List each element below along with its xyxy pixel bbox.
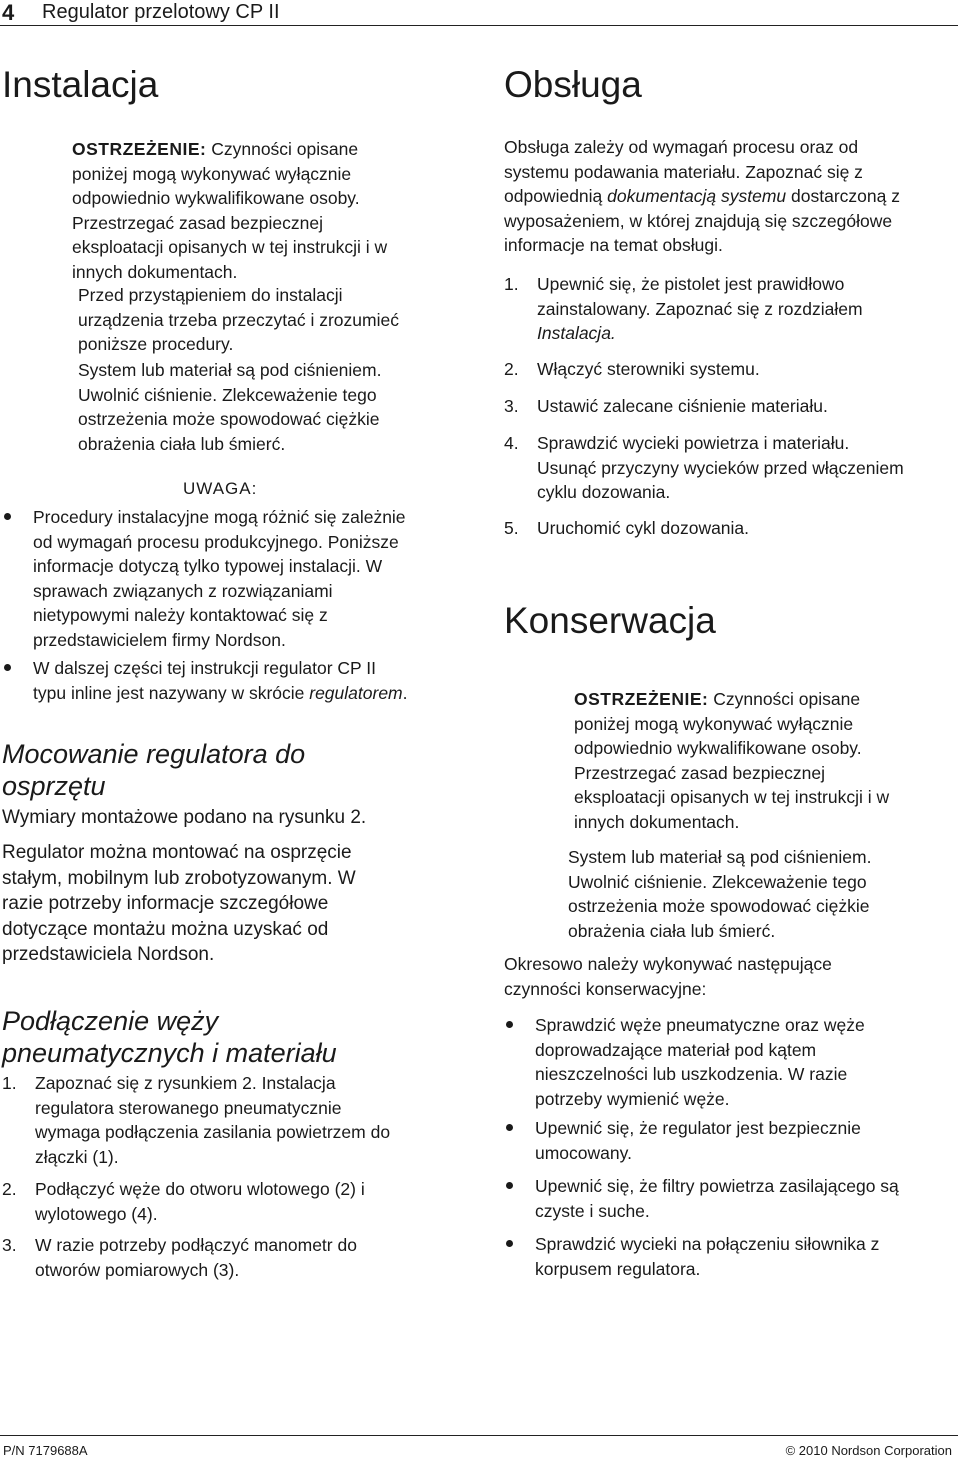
- step-1: 1. Zapoznać się z rysunkiem 2. Instalacja regulatora sterowanego pneumatycznie wymaga podłączenia zasilania powietrzem do złączki (1).: [2, 1073, 391, 1167]
- bullet-line: sprawach związanych z rozwiązaniami: [33, 580, 333, 601]
- warning-line: urządzenia trzeba przeczytać i zrozumieć: [78, 309, 399, 330]
- maintenance-heading: Konserwacja: [504, 600, 716, 641]
- bullet-line: przedstawicielem firmy Nordson.: [33, 629, 286, 650]
- bullet-dot: [4, 513, 11, 520]
- bullet-dot: [506, 1240, 513, 1247]
- header-rule: [0, 25, 958, 26]
- op-step-1: 1. Upewnić się, że pistolet jest prawidłowo zainstalowany. Zapoznać się z rozdziałem Instalacja.: [504, 274, 863, 343]
- maintenance-warning-2: System lub materiał są pod ciśnieniem. Uwolnić ciśnienie. Zlekceważenie tego ostrzeżenia może spowodować ciężkie obrażenia ciała lub śmierć.: [568, 847, 872, 941]
- running-header-title: Regulator przelotowy CP II: [42, 1, 280, 23]
- bullet-line: typu inline jest nazywany w skrócie regulatorem.: [33, 682, 408, 703]
- bullet-dot: [506, 1124, 513, 1131]
- op-step-3: 3. Ustawić zalecane ciśnienie materiału.: [504, 396, 828, 416]
- op-step-4: 4. Sprawdzić wycieki powietrza i materiału. Usunąć przyczyny wycieków przed włączeniem cyklu dozowania.: [504, 433, 904, 502]
- step-2: 2. Podłączyć węże do otworu wlotowego (2) i wylotowego (4).: [2, 1179, 365, 1224]
- warning-line: eksploatacji opisanych w tej instrukcji i w: [72, 237, 388, 257]
- warning-line: odpowiednio wykwalifikowane osoby.: [72, 188, 360, 208]
- warning-line: System lub materiał są pod ciśnieniem.: [78, 360, 382, 380]
- warning-line: Przed przystąpieniem do instalacji: [78, 285, 343, 305]
- bullet-dot: [506, 1182, 513, 1189]
- step-3: 3. W razie potrzeby podłączyć manometr do otworów pomiarowych (3).: [2, 1235, 357, 1280]
- maintenance-intro: Okresowo należy wykonywać następujące czynności konserwacyjne:: [504, 954, 832, 999]
- note-bullet-1: [33, 505, 465, 652]
- mounting-heading: Mocowanie regulatora do osprzętu: [2, 739, 306, 801]
- page-number: 4: [2, 0, 15, 25]
- warning-line: ostrzeżenia może spowodować ciężkie: [78, 409, 380, 429]
- mounting-paragraph: Regulator można montować na osprzęcie stałym, mobilnym lub zrobotyzowanym. W razie potrzeby informacje szczegółowe dotyczące montażu można uzyskać od przedstawiciela Nordson.: [2, 842, 356, 965]
- hose-connection-heading: Podłączenie węży pneumatycznych i materiału: [2, 1006, 337, 1068]
- maintenance-warning-1: OSTRZEŻENIE: Czynności opisane poniżej mogą wykonywać wyłącznie odpowiednio wykwalifikowane osoby. Przestrzegać zasad bezpiecznej eksploatacji opisanych w tej instrukcji i w innych dokumentach.: [574, 689, 890, 832]
- bullet-line: od wymagań procesu produkcyjnego. Poniższe: [33, 531, 399, 552]
- maintenance-bullet-1: Sprawdzić węże pneumatyczne oraz węże doprowadzające materiał pod kątem nieszczelności lub uszkodzenia. W razie potrzeby wymienić węże.: [535, 1015, 865, 1109]
- note-bullet-2: [33, 656, 465, 705]
- note-label: UWAGA:: [183, 479, 258, 498]
- part-number: P/N 7179688A: [3, 1443, 88, 1458]
- copyright: © 2010 Nordson Corporation: [785, 1443, 952, 1458]
- bullet-dot: [506, 1021, 513, 1028]
- warning-block-2: [78, 283, 468, 357]
- warning-label: OSTRZEŻENIE:: [72, 139, 207, 159]
- bullet-line: Procedury instalacyjne mogą różnić się zależnie: [33, 507, 406, 527]
- warning-line: poniżej mogą wykonywać wyłącznie: [72, 163, 352, 184]
- op-step-5: 5. Uruchomić cykl dozowania.: [504, 518, 750, 538]
- installation-heading: Instalacja: [2, 64, 159, 105]
- op-step-2: 2. Włączyć sterowniki systemu.: [504, 359, 760, 379]
- maintenance-bullet-2: Upewnić się, że regulator jest bezpiecznie umocowany.: [535, 1118, 861, 1163]
- warning-line: innych dokumentach.: [72, 261, 238, 282]
- warning-block-1: [72, 137, 462, 284]
- footer-rule: [0, 1435, 958, 1436]
- bullet-dot: [4, 664, 11, 671]
- warning-block-3: [78, 358, 468, 456]
- bullet-line: informacje dotyczą tylko typowej instalacji. W: [33, 556, 383, 576]
- warning-line: poniższe procedury.: [78, 334, 234, 354]
- maintenance-bullet-4: Sprawdzić wycieki na połączeniu siłownika z korpusem regulatora.: [535, 1234, 880, 1279]
- operation-intro: Obsługa zależy od wymagań procesu oraz od systemu podawania materiału. Zapoznać się z odpowiednią dokumentacją systemu dostarczoną z wyposażeniem, w której znajdują się szczegółowe informacje na temat obsługi.: [504, 137, 900, 255]
- warning-line: Uwolnić ciśnienie. Zlekceważenie tego: [78, 384, 377, 405]
- bullet-line: W dalszej części tej instrukcji regulator CP II: [33, 658, 376, 678]
- maintenance-bullet-3: Upewnić się, że filtry powietrza zasilającego są czyste i suche.: [535, 1176, 899, 1221]
- operation-heading: Obsługa: [504, 64, 642, 105]
- warning-line: obrażenia ciała lub śmierć.: [78, 433, 286, 454]
- warning-line: Przestrzegać zasad bezpiecznej: [72, 212, 323, 233]
- bullet-line: nietypowymi należy kontaktować się z: [33, 605, 328, 625]
- warning-text: Czynności opisane: [211, 139, 359, 159]
- mounting-dimensions-text: Wymiary montażowe podano na rysunku 2.: [2, 807, 367, 828]
